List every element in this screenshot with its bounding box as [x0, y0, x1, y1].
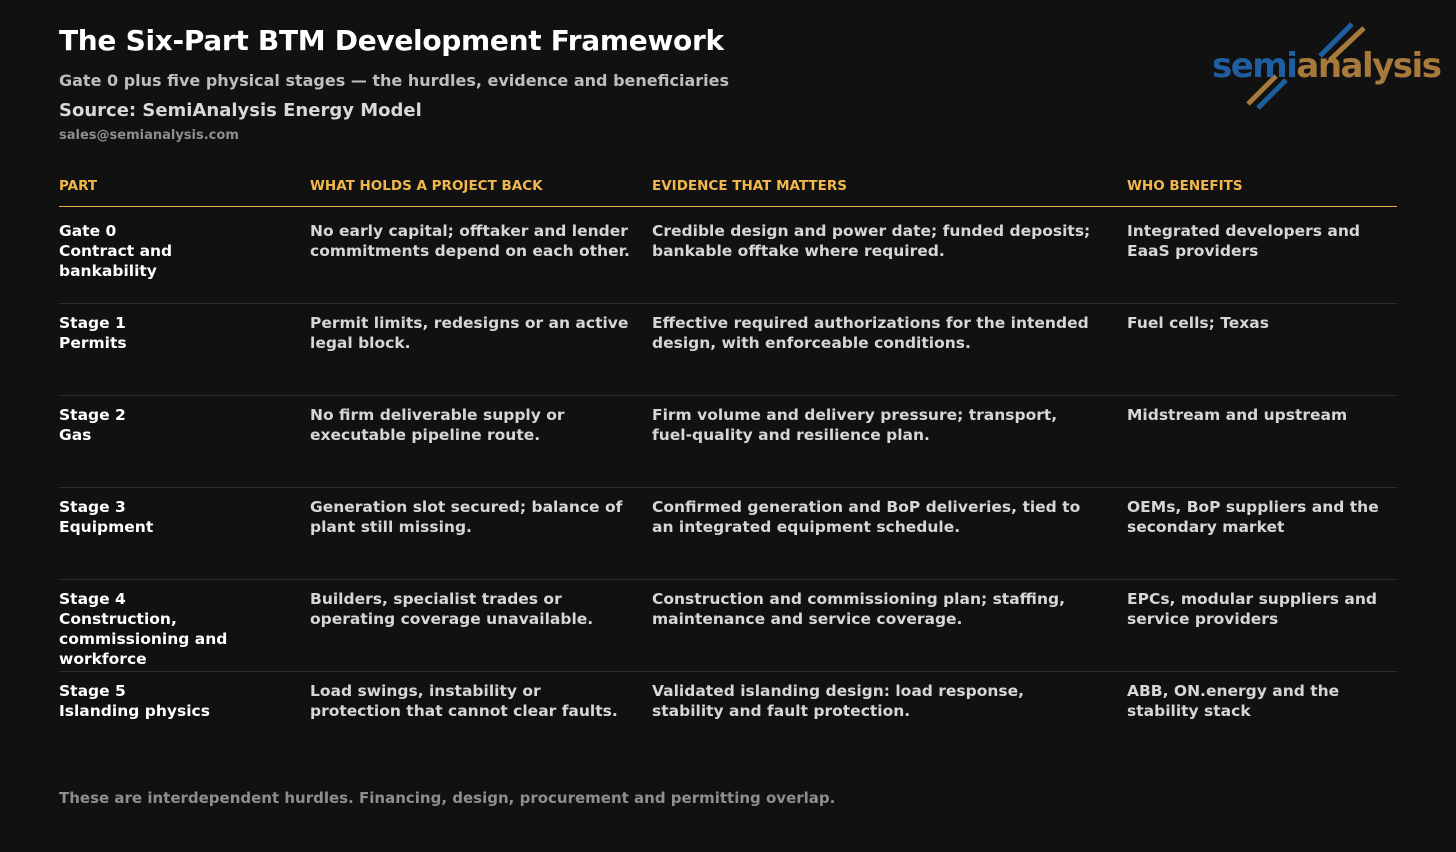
stage-name: Construction, commissioning and workforce [59, 610, 228, 668]
table-row [59, 488, 1397, 580]
holds-cell: Builders, specialist trades or operating coverage unavailable. [310, 590, 594, 628]
contact-email: sales@semianalysis.com [59, 128, 239, 143]
beneficiary-cell: EPCs, modular suppliers and service providers [1127, 590, 1378, 628]
part-cell [59, 313, 259, 353]
column-header-evidence: EVIDENCE THAT MATTERS [652, 178, 847, 194]
evidence-cell: Credible design and power date; funded deposits; bankable offtake where required. [652, 222, 1091, 260]
page-title: The Six-Part BTM Development Framework [59, 24, 724, 57]
part-cell [59, 497, 259, 537]
column-header-part: PART [59, 178, 98, 194]
table-row [59, 304, 1397, 396]
stage-label: Stage 4 [59, 590, 126, 608]
beneficiary-cell: Fuel cells; Texas [1127, 314, 1269, 332]
part-cell [59, 405, 259, 445]
evidence-cell: Validated islanding design: load response, stability and fault protection. [652, 682, 1025, 720]
semianalysis-logo [1212, 20, 1441, 112]
part-cell [59, 589, 259, 669]
stage-label: Stage 3 [59, 498, 126, 516]
evidence-cell: Confirmed generation and BoP deliveries, tied to an integrated equipment schedule. [652, 498, 1081, 536]
holds-cell: No firm deliverable supply or executable pipeline route. [310, 406, 565, 444]
table-row [59, 212, 1397, 304]
framework-table [59, 212, 1397, 763]
part-cell [59, 221, 259, 281]
holds-cell: No early capital; offtaker and lender commitments depend on each other. [310, 222, 630, 260]
table-row [59, 672, 1397, 763]
beneficiary-cell: ABB, ON.energy and the stability stack [1127, 682, 1340, 720]
beneficiary-cell: Integrated developers and EaaS providers [1127, 222, 1360, 260]
logo-text-analysis: analysis [1296, 46, 1441, 86]
part-cell [59, 681, 259, 721]
evidence-cell: Firm volume and delivery pressure; transport, fuel-quality and resilience plan. [652, 406, 1058, 444]
stage-name: Permits [59, 334, 127, 352]
logo-text-semi: semi [1212, 46, 1297, 86]
logo-wordmark [1212, 46, 1440, 86]
column-header-holds: WHAT HOLDS A PROJECT BACK [310, 178, 543, 194]
stage-name: Contract and bankability [59, 242, 173, 280]
evidence-cell: Construction and commissioning plan; staffing, maintenance and service coverage. [652, 590, 1065, 628]
holds-cell: Permit limits, redesigns or an active legal block. [310, 314, 629, 352]
source-line: Source: SemiAnalysis Energy Model [59, 100, 422, 121]
stage-name: Equipment [59, 518, 154, 536]
column-header-who: WHO BENEFITS [1127, 178, 1243, 194]
page-subtitle: Gate 0 plus five physical stages — the hurdles, evidence and beneficiaries [59, 71, 729, 90]
stage-label: Stage 1 [59, 314, 126, 332]
evidence-cell: Effective required authorizations for the intended design, with enforceable conditions. [652, 314, 1089, 352]
footnote: These are interdependent hurdles. Financing, design, procurement and permitting overlap. [59, 789, 836, 807]
table-row [59, 396, 1397, 488]
beneficiary-cell: OEMs, BoP suppliers and the secondary market [1127, 498, 1379, 536]
table-row [59, 580, 1397, 672]
beneficiary-cell: Midstream and upstream [1127, 406, 1348, 424]
stage-label: Stage 2 [59, 406, 126, 424]
stage-label: Stage 5 [59, 682, 126, 700]
holds-cell: Generation slot secured; balance of plant still missing. [310, 498, 623, 536]
stage-name: Islanding physics [59, 702, 210, 720]
stage-name: Gas [59, 426, 92, 444]
table-header [59, 178, 1397, 207]
holds-cell: Load swings, instability or protection that cannot clear faults. [310, 682, 618, 720]
stage-label: Gate 0 [59, 222, 117, 240]
